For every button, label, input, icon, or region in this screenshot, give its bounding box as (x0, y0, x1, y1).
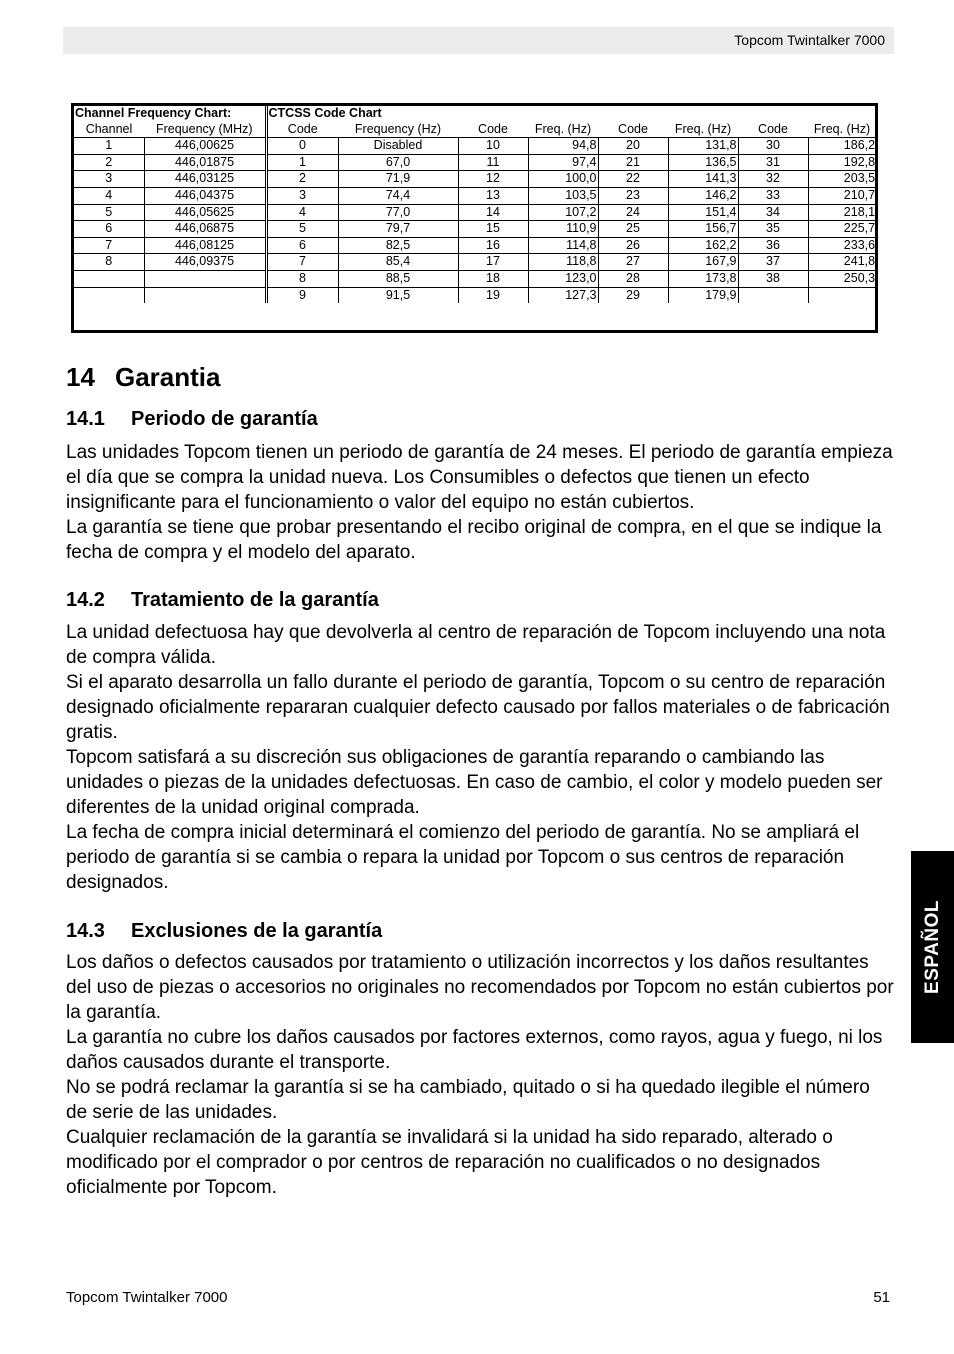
paragraph: Si el aparato desarrolla un fallo durante el periodo de garantía, Topcom o su centro de reparación designado oficialmente repararan cualquier defecto causado por fallos materiales o de fabricación gratis. (66, 672, 890, 743)
table-cell: 91,5 (338, 287, 458, 303)
table-cell: 136,5 (668, 154, 738, 171)
column-header: Code (266, 122, 338, 138)
table-cell: 8 (266, 270, 338, 287)
table-cell: 7 (266, 254, 338, 271)
table-cell: 446,05625 (144, 204, 266, 221)
table-cell: 97,4 (528, 154, 598, 171)
subsection-heading-14-1 (66, 408, 318, 431)
channel-chart-title: Channel Frequency Chart: (74, 106, 266, 122)
frequency-code-table (71, 103, 878, 333)
table-cell: 33 (738, 187, 808, 204)
subsection-number: 14.3 (66, 920, 105, 942)
table-cell: 233,6 (808, 237, 876, 254)
table-row (74, 270, 876, 287)
language-tab (911, 851, 954, 1043)
table-cell: 446,04375 (144, 187, 266, 204)
table-cell: 8 (74, 254, 144, 271)
table-cell: 4 (266, 204, 338, 221)
table-cell: 446,08125 (144, 237, 266, 254)
subsection-title: Periodo de garantía (131, 408, 318, 430)
subsection-heading-14-2 (66, 589, 379, 612)
table-cell: 179,9 (668, 287, 738, 303)
column-header: Frequency (MHz) (144, 122, 266, 138)
table-cell: 22 (598, 171, 668, 188)
table-cell: 82,5 (338, 237, 458, 254)
paragraph: No se podrá reclamar la garantía si se ha cambiado, quitado o si ha quedado ilegible el número de serie de las unidades. (66, 1077, 870, 1123)
table-cell: 15 (458, 221, 528, 238)
table-cell: 30 (738, 138, 808, 155)
table-cell (144, 287, 266, 303)
table-cell (808, 287, 876, 303)
table-cell: 250,3 (808, 270, 876, 287)
table-cell: 3 (74, 171, 144, 188)
table-cell: 162,2 (668, 237, 738, 254)
table-cell: 74,4 (338, 187, 458, 204)
table-row (74, 254, 876, 271)
table-cell: 446,06875 (144, 221, 266, 238)
table-row (74, 204, 876, 221)
section-heading (66, 362, 221, 393)
page-number: 51 (873, 1289, 890, 1306)
table-cell: 186,2 (808, 138, 876, 155)
table-cell: 210,7 (808, 187, 876, 204)
table-cell (144, 270, 266, 287)
table-cell: 36 (738, 237, 808, 254)
column-header: Freq. (Hz) (528, 122, 598, 138)
section-title: Garantia (115, 362, 221, 392)
table-cell: 5 (74, 204, 144, 221)
table-cell: 35 (738, 221, 808, 238)
subsection-title: Exclusiones de la garantía (131, 920, 383, 942)
table-cell: 67,0 (338, 154, 458, 171)
subsection-body-14-1 (66, 440, 896, 565)
header-title: Topcom Twintalker 7000 (734, 32, 885, 48)
table-cell: 38 (738, 270, 808, 287)
table-row (74, 237, 876, 254)
table-row (74, 287, 876, 303)
table-cell: 151,4 (668, 204, 738, 221)
table-cell: 94,8 (528, 138, 598, 155)
table-cell: 6 (74, 221, 144, 238)
column-header: Code (738, 122, 808, 138)
table-cell: 7 (74, 237, 144, 254)
table-cell: 26 (598, 237, 668, 254)
table-cell (738, 287, 808, 303)
table-cell: 77,0 (338, 204, 458, 221)
table-cell: 173,8 (668, 270, 738, 287)
table-cell: 203,5 (808, 171, 876, 188)
table-cell: 10 (458, 138, 528, 155)
section-number: 14 (66, 362, 95, 392)
table-cell: 17 (458, 254, 528, 271)
footer-title: Topcom Twintalker 7000 (66, 1289, 228, 1306)
table-cell: 18 (458, 270, 528, 287)
table-cell: 19 (458, 287, 528, 303)
table-cell: 1 (266, 154, 338, 171)
table-cell: 13 (458, 187, 528, 204)
ctcss-chart-title: CTCSS Code Chart (268, 106, 382, 120)
table-cell (74, 287, 144, 303)
table-cell: 103,5 (528, 187, 598, 204)
table-cell: 100,0 (528, 171, 598, 188)
table-cell: 24 (598, 204, 668, 221)
table-cell: 123,0 (528, 270, 598, 287)
paragraph: La garantía no cubre los daños causados por factores externos, como rayos, agua y fuego, ni los daños causados durante el transporte. (66, 1027, 883, 1073)
table-cell: 3 (266, 187, 338, 204)
column-header: Freq. (Hz) (668, 122, 738, 138)
table-cell: 446,00625 (144, 138, 266, 155)
column-header: Code (598, 122, 668, 138)
table-cell: 107,2 (528, 204, 598, 221)
column-header: Channel (74, 122, 144, 138)
table-cell: 141,3 (668, 171, 738, 188)
subsection-title: Tratamiento de la garantía (131, 589, 379, 611)
table-cell: 21 (598, 154, 668, 171)
table-cell: 71,9 (338, 171, 458, 188)
table-cell: 20 (598, 138, 668, 155)
table-cell: 118,8 (528, 254, 598, 271)
table-cell: 446,09375 (144, 254, 266, 271)
table-cell: 37 (738, 254, 808, 271)
table-cell: 9 (266, 287, 338, 303)
table-cell: 85,4 (338, 254, 458, 271)
table-cell: 2 (74, 154, 144, 171)
table-cell: 156,7 (668, 221, 738, 238)
table-cell: 4 (74, 187, 144, 204)
page-header (63, 27, 894, 54)
table-cell: 1 (74, 138, 144, 155)
table-cell: 14 (458, 204, 528, 221)
table-cell: 167,9 (668, 254, 738, 271)
subsection-number: 14.1 (66, 408, 105, 430)
paragraph: La garantía se tiene que probar presentando el recibo original de compra, en el que se indique la fecha de compra y el modelo del aparato. (66, 517, 882, 563)
table-row (74, 221, 876, 238)
table-cell: 88,5 (338, 270, 458, 287)
table-cell: 34 (738, 204, 808, 221)
table-cell: 29 (598, 287, 668, 303)
table-cell: 2 (266, 171, 338, 188)
table-cell: 0 (266, 138, 338, 155)
paragraph: Cualquier reclamación de la garantía se invalidará si la unidad ha sido reparado, alterado o modificado por el comprador o por centros de reparación no cualificados o no designados oficialmente por Topcom. (66, 1127, 833, 1198)
table-cell: 446,01875 (144, 154, 266, 171)
table-cell: 79,7 (338, 221, 458, 238)
table-cell: 32 (738, 171, 808, 188)
subsection-body-14-3 (66, 950, 896, 1200)
column-header: Freq. (Hz) (808, 122, 876, 138)
table-cell: 11 (458, 154, 528, 171)
language-tab-label: ESPAÑOL (921, 900, 943, 994)
table-cell: 23 (598, 187, 668, 204)
table-row (74, 138, 876, 155)
subsection-number: 14.2 (66, 589, 105, 611)
table-cell: 225,7 (808, 221, 876, 238)
table-cell: 146,2 (668, 187, 738, 204)
table-cell: 25 (598, 221, 668, 238)
table-cell: 192,8 (808, 154, 876, 171)
paragraph: Los daños o defectos causados por tratamiento o utilización incorrectos y los daños resultantes del uso de piezas o accesorios no originales no recomendados por Topcom no están cubiertos por la garantía. (66, 952, 894, 1023)
table-cell: 110,9 (528, 221, 598, 238)
table-cell: 31 (738, 154, 808, 171)
table-cell: 12 (458, 171, 528, 188)
table-cell: 6 (266, 237, 338, 254)
paragraph: La fecha de compra inicial determinará el comienzo del periodo de garantía. No se ampliará el periodo de garantía si se cambia o repara la unidad por Topcom o sus centros de reparación designados. (66, 822, 860, 893)
subsection-heading-14-3 (66, 920, 382, 943)
table-cell (74, 270, 144, 287)
subsection-body-14-2 (66, 620, 896, 895)
table-cell: 446,03125 (144, 171, 266, 188)
table-cell: 114,8 (528, 237, 598, 254)
paragraph: Topcom satisfará a su discreción sus obligaciones de garantía reparando o cambiando las unidades o piezas de la unidades defectuosas. En caso de cambio, el color y modelo pueden ser diferentes de la unidad original comprada. (66, 747, 883, 818)
paragraph: La unidad defectuosa hay que devolverla al centro de reparación de Topcom incluyendo una nota de compra válida. (66, 622, 886, 668)
table-row (74, 171, 876, 188)
column-header: Frequency (Hz) (338, 122, 458, 138)
table-cell: 5 (266, 221, 338, 238)
table-cell: 218,1 (808, 204, 876, 221)
column-header: Code (458, 122, 528, 138)
table-header-row (74, 122, 876, 138)
table-cell: 127,3 (528, 287, 598, 303)
table-cell: 28 (598, 270, 668, 287)
table-row (74, 154, 876, 171)
table-cell: Disabled (338, 138, 458, 155)
paragraph: Las unidades Topcom tienen un periodo de garantía de 24 meses. El periodo de garantía empieza el día que se compra la unidad nueva. Los Consumibles o defectos que tienen un efecto insignificante para el funcionamiento o valor del equipo no están cubiertos. (66, 442, 893, 513)
table-row (74, 187, 876, 204)
table-cell: 27 (598, 254, 668, 271)
table-cell: 131,8 (668, 138, 738, 155)
table-cell: 241,8 (808, 254, 876, 271)
table-cell: 16 (458, 237, 528, 254)
